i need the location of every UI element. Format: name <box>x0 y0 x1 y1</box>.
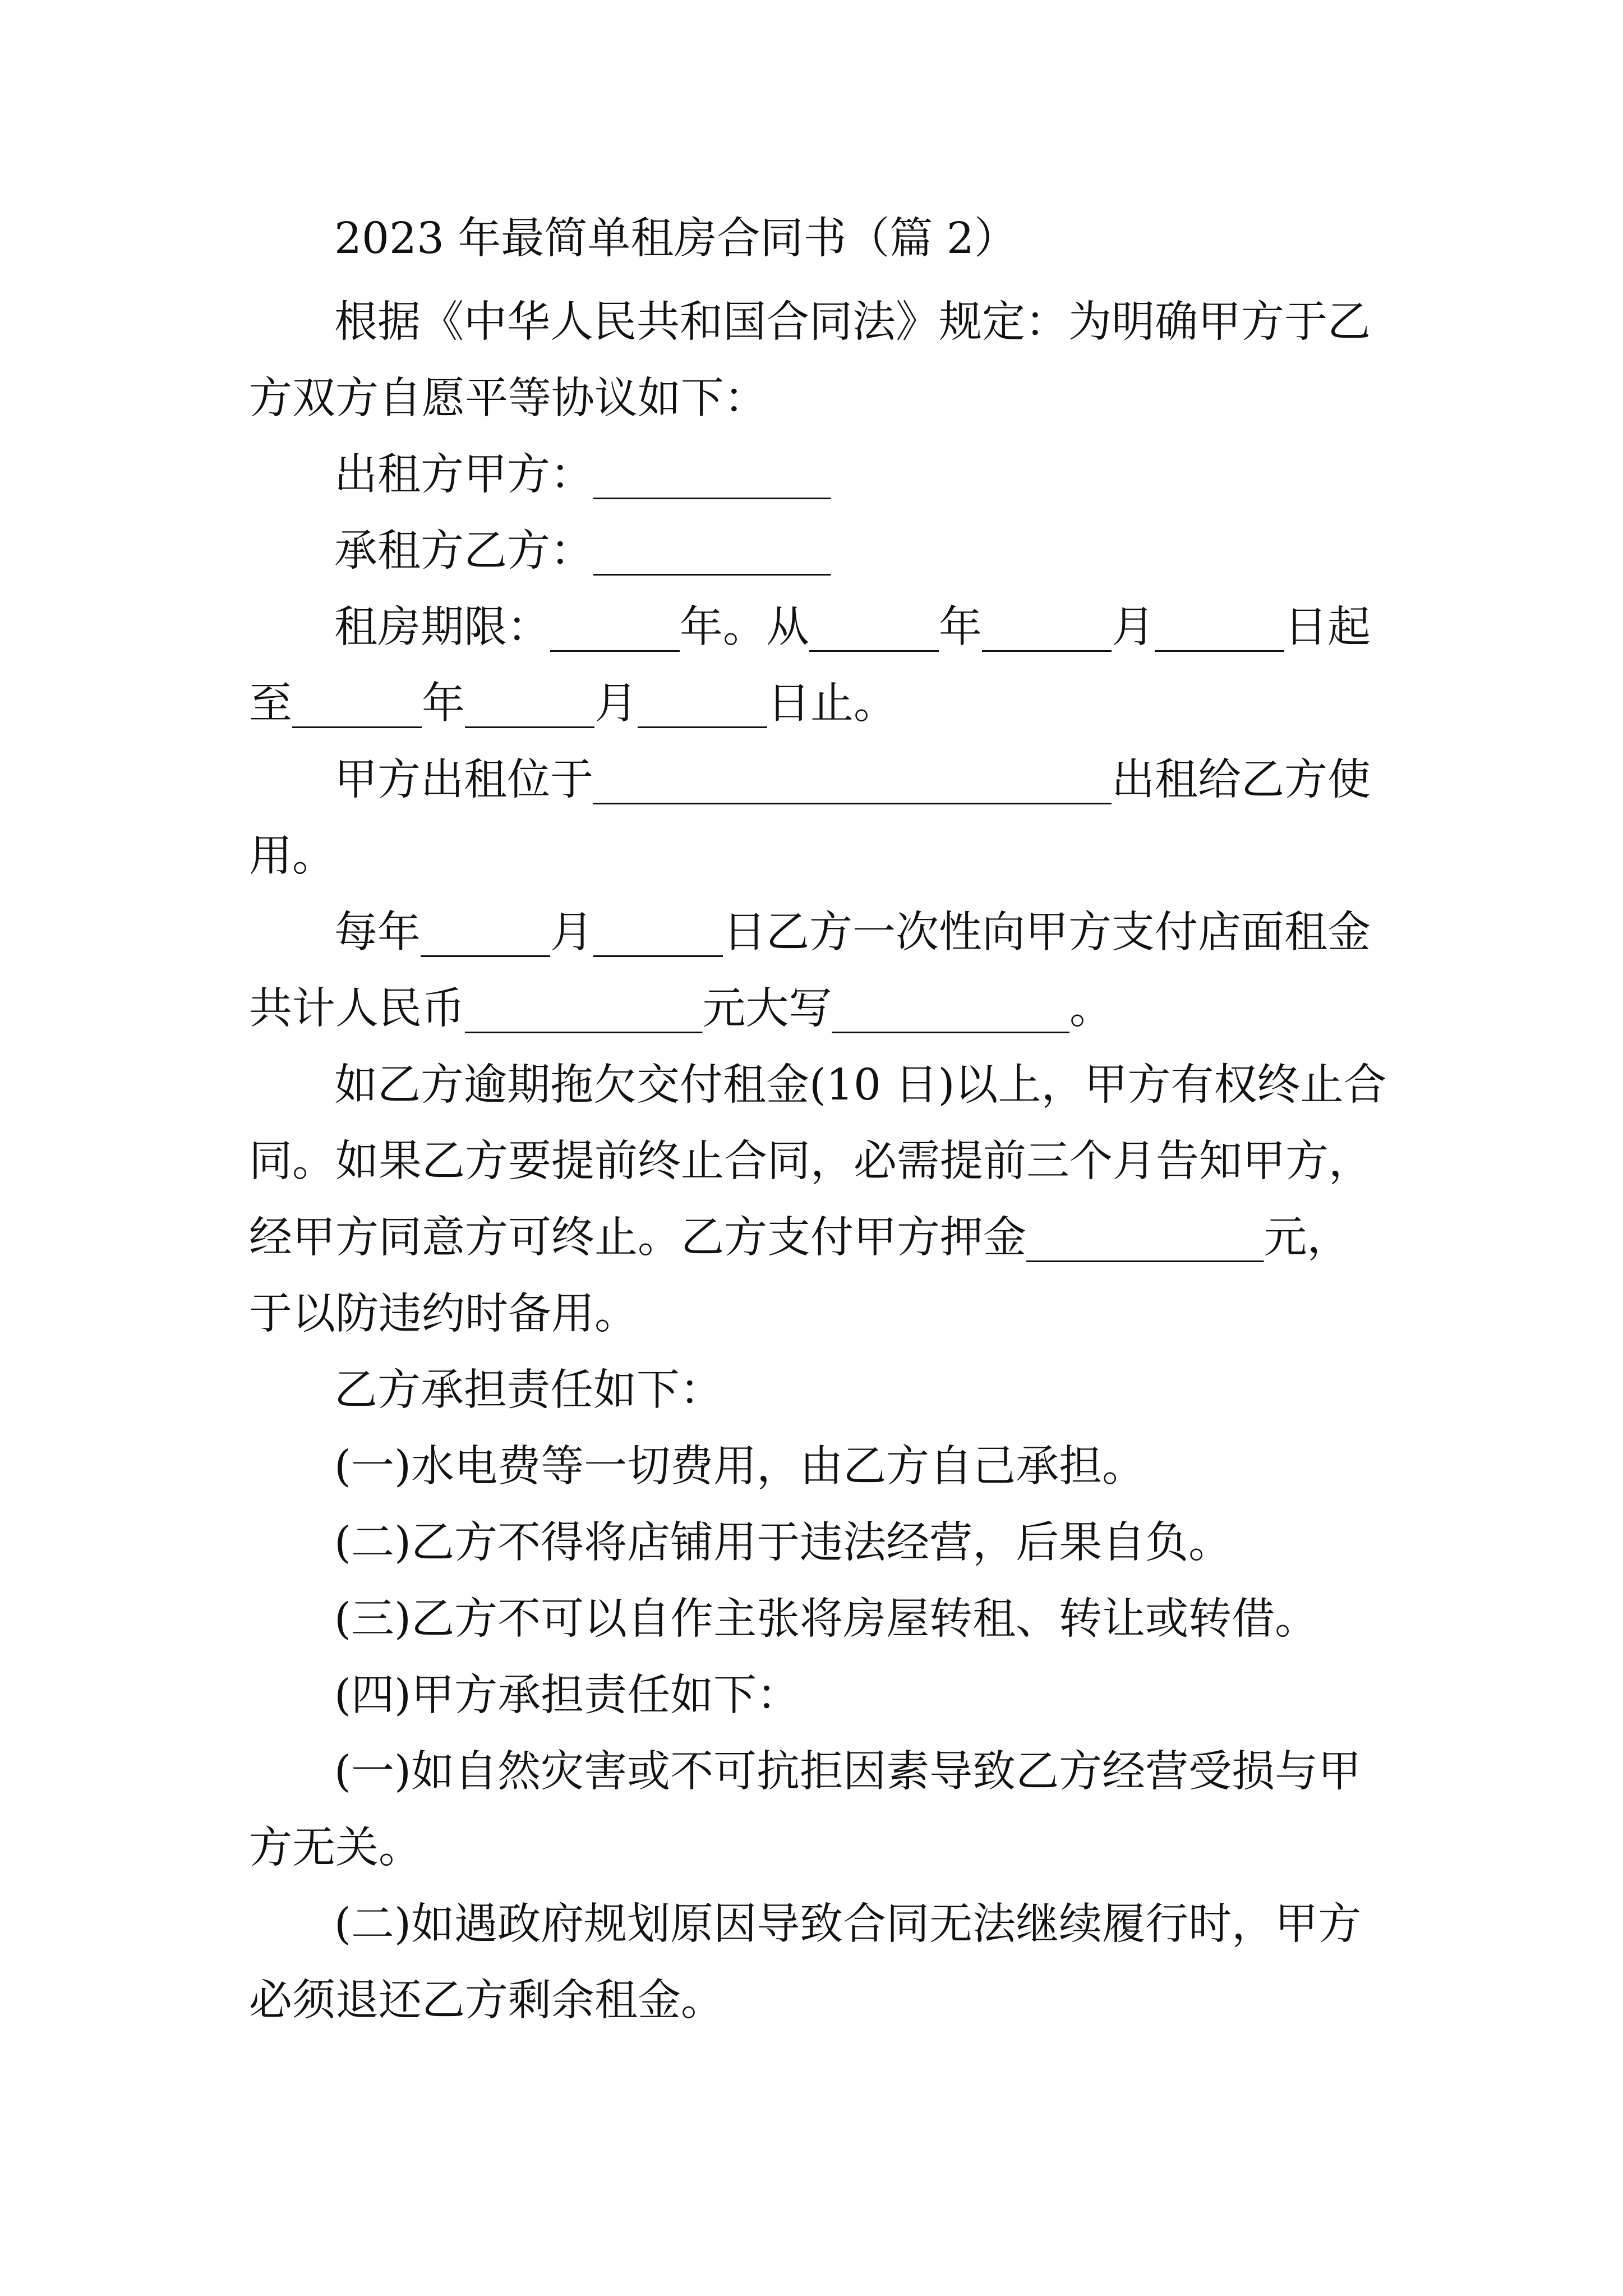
deposit-line: 经甲方同意方可终止。乙方支付甲方押金___________元， <box>249 1213 1350 1263</box>
lease-term-line: 至______年______月______日止。 <box>249 679 897 729</box>
clause-item: (二)如遇政府规划原因导致合同无法继续履行时，甲方 <box>334 1899 1362 1949</box>
contract-body <box>0 201 1623 2039</box>
paragraph-line: 方双方自愿平等协议如下： <box>249 374 767 424</box>
termination-clause-line: 同。如果乙方要提前终止合同，必需提前三个月告知甲方， <box>249 1137 1372 1186</box>
clause-item: (一)如自然灾害或不可抗拒因素导致乙方经营受损与甲 <box>334 1747 1362 1797</box>
clause-item: (一)水电费等一切费用，由乙方自己承担。 <box>334 1442 1146 1492</box>
lessor-duties-heading: (四)甲方承担责任如下： <box>334 1671 800 1720</box>
clause-item: (二)乙方不得将店铺用于违法经营，后果自负。 <box>334 1518 1232 1568</box>
property-location-line: 用。 <box>249 831 335 881</box>
lessee-duties-heading: 乙方承担责任如下： <box>334 1365 723 1415</box>
lease-term-line: 租房期限：______年。从______年______月______日起 <box>334 602 1371 652</box>
clause-item: 方无关。 <box>249 1823 422 1873</box>
lessor-field-line: 出租方甲方：___________ <box>334 450 831 500</box>
clause-item: 必须退还乙方剩余租金。 <box>249 1976 724 2026</box>
rent-payment-line: 每年______月______日乙方一次性向甲方支付店面租金 <box>334 908 1371 958</box>
document-title: 2023 年最简单租房合同书（篇 2） <box>334 214 1017 264</box>
property-location-line: 甲方出租位于________________________出租给乙方使 <box>334 755 1371 805</box>
clause-item: (三)乙方不可以自作主张将房屋转租、转让或转借。 <box>334 1594 1318 1644</box>
termination-clause-line: 如乙方逾期拖欠交付租金(10 日)以上，甲方有权终止合 <box>334 1060 1387 1110</box>
rent-payment-line: 共计人民币___________元大写___________。 <box>249 984 1113 1034</box>
deposit-line: 于以防违约时备用。 <box>249 1289 638 1339</box>
lessee-field-line: 承租方乙方：___________ <box>334 526 831 576</box>
paragraph-line: 根据《中华人民共和国合同法》规定：为明确甲方于乙 <box>334 297 1371 347</box>
